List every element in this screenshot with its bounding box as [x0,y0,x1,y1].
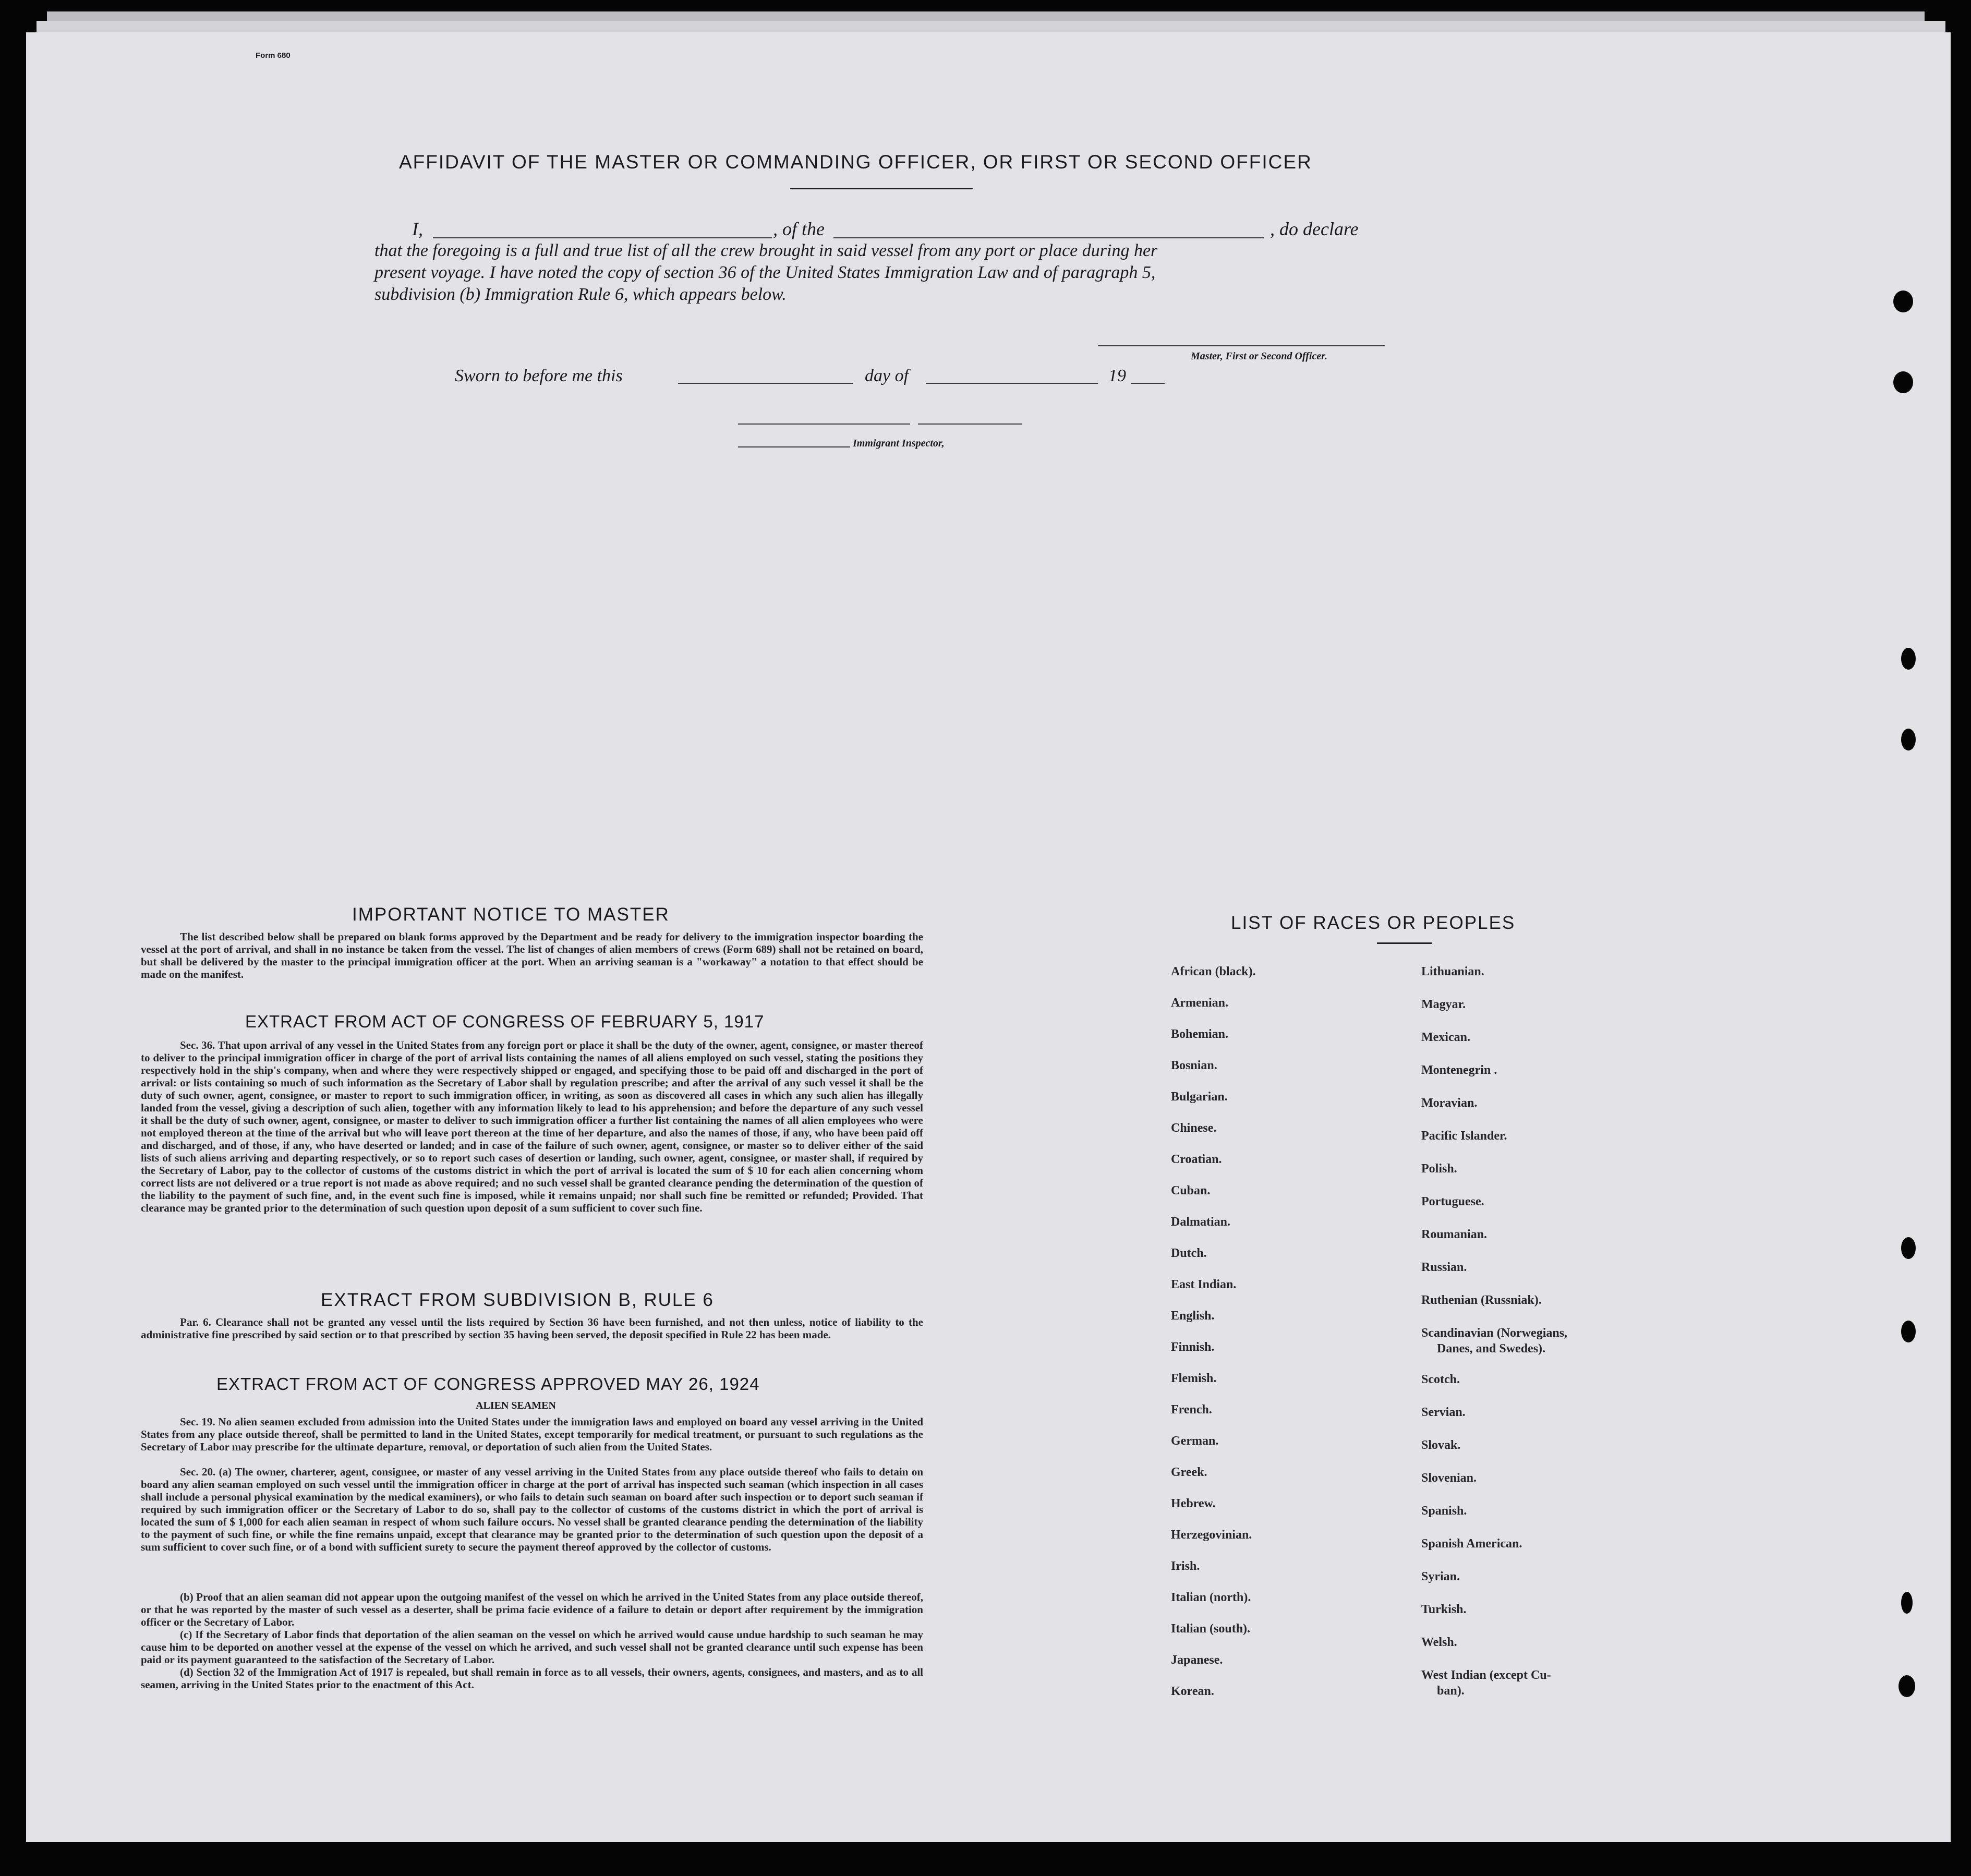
inspector-signature-line [918,423,1022,425]
race-item: Greek. [1171,1466,1207,1479]
race-item: Russian. [1421,1261,1467,1274]
races-title-underline [1377,942,1432,944]
extract-1917-title: EXTRACT FROM ACT OF CONGRESS OF FEBRUARY 5, 1917 [245,1012,765,1031]
form-number: Form 680 [256,51,291,60]
affidavit-line: that the foregoing is a full and true list of all the crew brought in said vessel from any port or place during her [374,241,1158,260]
race-item: Roumanian. [1421,1228,1488,1241]
race-item: Mexican. [1421,1031,1470,1044]
title-underline [790,188,973,189]
sworn-month-blank [926,383,1098,384]
race-item: Ruthenian (Russniak). [1421,1293,1542,1307]
notice-text: The list described below shall be prepared on blank forms approved by the Department and be ready for delivery to the immigration inspector boarding the vessel at the port of arrival, and shall in no instance be taken from the vessel. The list of changes of alien members of crews (Form 689) shall not be retained on board, but shall be delivered by the master to the principal immigration officer at the port. When an arriving seaman is a "workaway" a notation to that effect should be made on the manifest. [141,930,923,981]
master-signature-label: Master, First or Second Officer. [1191,350,1327,362]
sworn-label: Sworn to before me this [455,366,623,385]
race-item: Irish. [1171,1559,1200,1573]
race-item: Welsh. [1421,1636,1457,1649]
inspector-signature-line [738,446,850,447]
affidavit-i: I, [412,219,423,239]
race-item: Dutch. [1171,1246,1207,1260]
race-item: Polish. [1421,1162,1457,1176]
extract-1924-paragraph: (b) Proof that an alien seaman did not appear upon the outgoing manifest of the vessel on which he arrived in the United States from any place outside thereof, or that he was reported by the master of such vessel as a deserter, shall be prima facie evidence of a failure to detain or deport after requirement by the immigration officer or the Secretary of Labor. [141,1591,923,1628]
race-item: Scandinavian (Norwegians, [1421,1326,1568,1340]
race-item: Japanese. [1171,1653,1223,1667]
affidavit-do-declare: , do declare [1270,219,1359,239]
punch-hole [1901,1237,1916,1259]
name-blank [433,237,772,238]
extract-1924-title: EXTRACT FROM ACT OF CONGRESS APPROVED MAY 26, 1924 [216,1374,760,1394]
race-item: Slovenian. [1421,1471,1477,1485]
extract-1924-paragraph: Sec. 19. No alien seamen excluded from admission into the United States under the immigration laws and employed on board any vessel arriving in the United States from any place outside thereof, shall be permitted to land in the United States, except temporarily for medical treatment, or pursuant to such regulations as the Secretary of Labor may prescribe for the ultimate departure, removal, or deportation of such alien from the United States. [141,1415,923,1453]
race-item: Croatian. [1171,1153,1222,1166]
year-label: 19 [1108,366,1126,385]
year-blank [1131,383,1165,384]
inspector-label: Immigrant Inspector, [853,438,945,449]
race-item: Flemish. [1171,1372,1217,1385]
race-item: Hebrew. [1171,1497,1216,1510]
race-item: Dalmatian. [1171,1215,1230,1229]
race-item: Finnish. [1171,1340,1215,1354]
affidavit-line: subdivision (b) Immigration Rule 6, which appears below. [374,285,787,304]
race-item: Italian (south). [1171,1622,1251,1636]
race-item: East Indian. [1171,1278,1237,1291]
race-item: Bulgarian. [1171,1090,1228,1104]
affidavit-of-the: , of the [773,219,825,239]
race-item: Spanish American. [1421,1537,1522,1551]
race-item: Danes, and Swedes). [1437,1342,1546,1355]
extract-1917-text: Sec. 36. That upon arrival of any vessel in the United States from any foreign port or place it shall be the duty of the owner, agent, consignee, or master thereof to deliver to the principal immigration officer in charge of the port of arrival lists containing the names of all aliens employed on such vessel, stating the positions they respectively hold in the ship's company, when and where they were respectively shipped or engaged, and specifying those to be paid off and discharged in the port of arrival: or lists containing so much of such information as the Secretary of Labor shall by regulation prescribe; and after the arrival of any such vessel it shall be the duty of such owner, agent, consignee, or master to report to such immigration officer, in writing, as soon as discovered all cases in which any such alien has illegally landed from the vessel, giving a description of such alien, together with any information likely to lead to his apprehension; and before the departure of any such vessel it shall be the duty of such owner, agent, consignee, or master to deliver to such immigration officer a further list containing the names of all alien employees who were not employed thereon at the time of the arrival but who will leave port thereon at the time of her departure, and also the names of those, if any, who have been paid off and discharged, and of those, if any, who have deserted or landed; and in case of the failure of such owner, agent, consignee, or master so to deliver either of the said lists of such aliens arriving and departing respectively, or so to report such cases of desertion or landing, such owner, agent, consignee, or master shall, if required by the Secretary of Labor, pay to the collector of customs of the customs district in which the port of arrival is located the sum of $ 10 for each alien concerning whom correct lists are not delivered or a true report is not made as above required; and no such vessel shall be granted clearance pending the determination of the question of the liability to the payment of such fine, and, in the event such fine is imposed, while it remains unpaid; nor shall such fine be remitted or refunded; Provided. That clearance may be granted prior to the determination of such question upon deposit of a sum sufficient to cover such fine. [141,1039,923,1214]
punch-hole [1901,648,1916,670]
sworn-day-blank [678,383,853,384]
day-of-label: day of [865,366,909,385]
punch-hole [1901,1592,1913,1614]
race-item: Scotch. [1421,1373,1460,1386]
race-item: Portuguese. [1421,1195,1484,1208]
extract-1924-paragraph: Sec. 20. (a) The owner, charterer, agent, consignee, or master of any vessel arriving in the United States from any place outside thereof who fails to detain on board any alien seaman employed on such vessel until the immigration officer in charge at the port of arrival has inspected such seaman (which inspection in all cases shall include a personal physical examination by the medical examiners), or who fails to detain such seaman on board after such inspection or to deport such seaman if required by such immigration officer or the Secretary of Labor to do so, shall pay to the collector of customs of the customs district in which the port of arrival is located the sum of $ 1,000 for each alien seaman in respect of whom such failure occurs. No vessel shall be granted clearance pending the determination of the liability to the payment of such fine, or while the fine remains unpaid, except that clearance may be granted prior to the determination of such question upon the deposit of a sum sufficient to cover such fine, or of a bond with sufficient surety to secure the payment thereof approved by the collector of customs. [141,1466,923,1553]
race-item: Pacific Islander. [1421,1129,1507,1143]
race-item: Syrian. [1421,1570,1460,1583]
race-item: German. [1171,1434,1219,1448]
affidavit-line: present voyage. I have noted the copy of section 36 of the United States Immigration Law and of paragraph 5, [374,263,1156,282]
punch-hole [1901,1321,1916,1342]
punch-hole [1893,371,1913,393]
race-item: Magyar. [1421,998,1466,1011]
race-item: Moravian. [1421,1096,1478,1110]
race-item: English. [1171,1309,1215,1323]
notice-title: IMPORTANT NOTICE TO MASTER [352,904,670,925]
race-item: Bosnian. [1171,1059,1217,1072]
rule6-title: EXTRACT FROM SUBDIVISION B, RULE 6 [321,1290,714,1310]
race-item: Korean. [1171,1685,1214,1698]
race-item: Spanish. [1421,1504,1467,1518]
inspector-signature-line [738,423,910,425]
race-item: Armenian. [1171,996,1228,1010]
extract-1924-subtitle: ALIEN SEAMEN [476,1400,556,1411]
race-item: ban). [1437,1684,1465,1698]
rule6-text: Par. 6. Clearance shall not be granted any vessel until the lists required by Section 36 have been furnished, and not then unless, notice of liability to the administrative fine prescribed by said section or to that prescribed by section 35 having been served, the deposit specified in Rule 22 has been made. [141,1316,923,1341]
races-title: LIST OF RACES OR PEOPLES [1231,913,1516,933]
race-item: Italian (north). [1171,1591,1251,1604]
master-signature-line [1098,345,1385,346]
race-item: Servian. [1421,1406,1466,1419]
race-item: Montenegrin . [1421,1063,1497,1077]
affidavit-title: AFFIDAVIT OF THE MASTER OR COMMANDING OFFICER, OR FIRST OR SECOND OFFICER [399,151,1312,173]
race-item: Turkish. [1421,1603,1467,1616]
race-item: Cuban. [1171,1184,1211,1197]
race-item: Chinese. [1171,1121,1217,1135]
race-item: African (black). [1171,965,1256,978]
race-item: West Indian (except Cu- [1421,1668,1551,1682]
race-item: Bohemian. [1171,1027,1229,1041]
document-page [26,32,1951,1842]
race-item: Herzegovinian. [1171,1528,1252,1542]
race-item: French. [1171,1403,1212,1417]
vessel-blank [833,237,1264,238]
extract-1924-paragraph: (d) Section 32 of the Immigration Act of 1917 is repealed, but shall remain in force as to all vessels, their owners, agents, consignees, and masters, and as to all seamen, arriving in the United States prior to the enactment of this Act. [141,1666,923,1691]
punch-hole [1893,291,1913,312]
punch-hole [1899,1675,1915,1697]
extract-1924-paragraph: (c) If the Secretary of Labor finds that deportation of the alien seaman on the vessel on which he arrived would cause undue hardship to such seaman he may cause him to be deported on another vessel at the expense of the vessel on which he arrived, and such vessel shall not be granted clearance until such expense has been paid or its payment guaranteed to the satisfaction of the Secretary of Labor. [141,1628,923,1666]
race-item: Slovak. [1421,1438,1461,1452]
punch-hole [1901,729,1916,751]
race-item: Lithuanian. [1421,965,1484,978]
